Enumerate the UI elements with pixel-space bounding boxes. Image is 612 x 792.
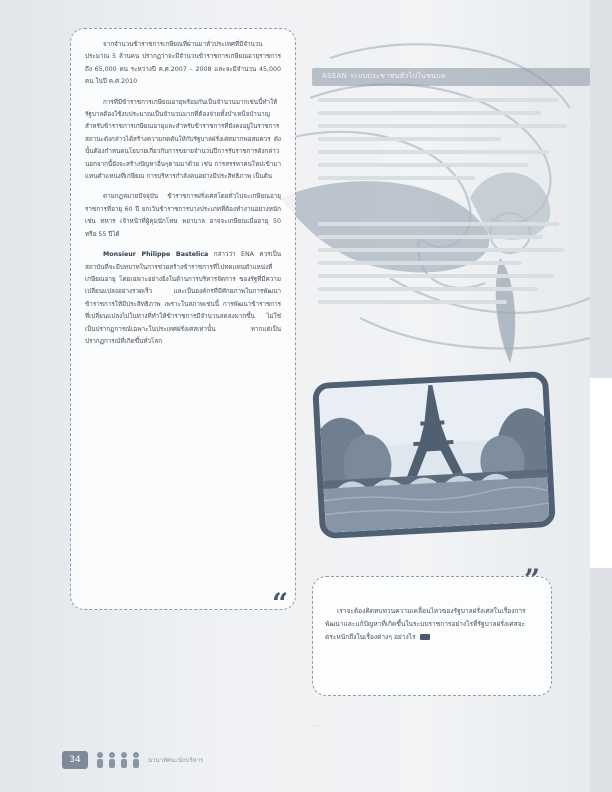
paragraph-ena-role (85, 249, 281, 348)
page-tab (590, 378, 612, 568)
faded-text-block (318, 98, 580, 313)
pull-quote-box (312, 576, 552, 696)
eiffel-tower-photo (312, 371, 556, 539)
paragraph-retirement-age: ตามกฎหมายปัจจุบัน ข้าราชการฝรั่งเศสโดยทั่วไปจะเกษียณอายุราชการที่อายุ 60 ปี ยกเว้นข้าราชการบางประเภทที่ต้องทำงานอย่างหนัก เช่น ทหาร เจ้าหน้าที่ผู้คุมนักโทษ พยาบาล อาจจะเกษียณเมื่ออายุ 50 หรือ 55 ปีได้ (85, 193, 281, 238)
speaker-name: Monsieur Philippe Bastelica (103, 251, 209, 259)
article-text-box (70, 28, 296, 610)
section-banner (312, 68, 590, 86)
footer-section-label: นานาทัศนะนักบริหาร (148, 757, 204, 764)
end-mark-icon (420, 634, 430, 640)
paragraph-budget-pressure: การที่มีข้าราชการเกษียณอายุพร้อมกันเป็นจำนวนมากเช่นนี้ทำให้รัฐบาลต้องใช้งบประมาณเป็นจำนวนมากที่ต้องจ่ายทั้งบำเหน็จบำนาญ สำหรับข้าราชการเกษียณอายุและสำหรับข้าราชการที่ยังคงอยู่ในราชการ สถานะดังกล่าวได้สร้างความกดดันให้กับรัฐบาลฝรั่งเศสมากพอสมควร ดังนั้นต้องกำหนดนโยบายเกี่ยวกับการขยายจำนวนปีการรับราชการดังกล่าว นอกจากนี้ยังจะสร้างปัญหาอื่นๆตามมาด้วย เช่น การสรรหาคนใหม่เข้ามาแทนตำแหน่งที่เกษียณ การบริหารกำลังคนอย่างมีประสิทธิภาพ เป็นต้น (85, 98, 281, 181)
quote-open-mark: ” (524, 563, 541, 596)
paragraph-ena-text: กล่าวว่า ENA ควรเป็นสถาบันที่จะมีบทบาทในการช่วยสร้างข้าราชการที่ไปทดแทนตำแหน่งที่เกษียณอายุ โดยเฉพาะอย่างยิ่งในด้านการบริหารจัดการ ของรัฐที่มีความเปลี่ยนแปลงอย่างรวดเร็ว และเป็นองค์กรที่มีศักยภาพในการพัฒนาข้าราชการให้มีประสิทธิภาพ เพราะในสภาพเช่นนี้ การพัฒนาข้าราชการที่เปลี่ยนแปลงไปในทางที่ทำให้ข้าราชการมีจำนวนลดลงมากขึ้น ไม่ใช่เป็นปรากฏการณ์เฉพาะในประเทศฝรั่งเศสเท่านั้น หากแต่เป็นปรากฏการณ์ที่เกิดขึ้นทั่วโลก (85, 251, 281, 345)
faint-mark: — (312, 722, 318, 729)
page-number: 34 (62, 751, 88, 769)
banner-text: ASEAN ระบบประชาชนทั่วไปในชนบท (322, 72, 446, 80)
pull-quote-text: เราจะต้องคิดทบทวนความเคลื่อนไหวของรัฐบาลฝรั่งเศสในเรื่องการพัฒนาและแก้ปัญหาที่เกิดขึ้นในระบบราชการอย่างไรที่รัฐบาลฝรั่งเศสจะตระหนักถึงในเรื่องต่างๆ อย่างไร (325, 607, 526, 641)
quote-close-mark: “ (272, 587, 289, 620)
paragraph-retirement-stats: จากจำนวนข้าราชการเกษียณที่ผ่านมาทั่วประเทศที่มีจำนวนประมาณ 5 ล้านคน ปรากฏว่าจะมีจำนวนข้าราชการเกษียณอายุราชการ ถึง 65,000 คน ระหว่างปี ค.ศ.2007 – 2008 และจะมีจำนวน 45,000 คน ในปี ค.ศ.2010 (85, 41, 281, 86)
people-icon (94, 750, 146, 770)
